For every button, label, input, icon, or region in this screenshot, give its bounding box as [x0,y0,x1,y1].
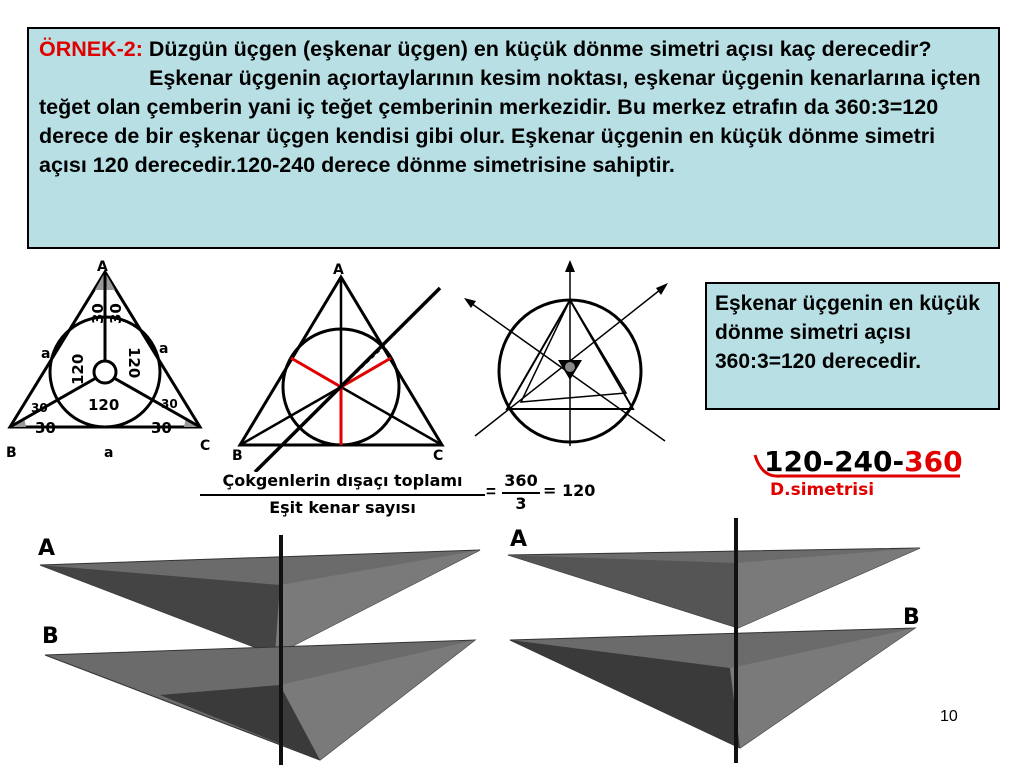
side-a-right: a [159,341,169,357]
sym-caption: D.simetrisi [770,480,875,500]
center-circle [94,361,116,383]
triangle-angles-figure [0,252,225,467]
angle-30-c1: 30 [161,397,178,411]
result: = 120 [543,481,596,500]
answer-text: Eşkenar üçgenin en küçük dönme simetri açısı 360:3=120 derecedir. [715,292,980,373]
angle-30-b1: 30 [31,401,48,415]
incircle-figure [228,252,458,472]
frac-num: 360 [504,471,538,490]
frac-den: 3 [515,494,527,513]
explanation-text: Eşkenar üçgenin açıortaylarının kesim noktası, eşkenar üçgenin kenarlarına içten teğet olan çemberin yani iç teğet çemberinin merkezidir. Bu merkez etrafın da 360:3=120 derece de bir eşkenar üçgen kendisi gibi olur. Eşkenar üçgenin en küçük dönme simetri açısı 120 derecedir.120-240 derece dönme simetrisine sahiptir. [39,66,981,177]
label-c: C [433,448,444,464]
angle-30-b2: 30 [35,419,56,437]
label-a: A [97,259,108,275]
label-b: B [42,624,59,649]
fraction-bar [200,494,485,496]
angle-120-left: 120 [69,353,87,385]
angle-120-bottom: 120 [88,396,120,414]
formula-denominator: Eşit kenar sayısı [269,498,416,517]
label-c: C [200,438,211,454]
label-a: A [333,262,344,278]
symmetry-label [750,440,990,500]
pyramids-right [500,518,940,763]
side-a-bottom: a [104,445,114,461]
label-b: B [903,605,920,630]
formula [200,471,610,521]
pyramids-left [30,525,490,765]
equals-sign: = [486,482,496,501]
angle-120-right: 120 [125,347,143,379]
radius-left [291,358,341,387]
rotation-figure [460,256,690,456]
arrow-up [565,260,575,272]
example-label: ÖRNEK-2: [39,37,143,61]
angle-30-c2: 30 [151,419,172,437]
bisector-c [341,387,442,445]
label-a: A [38,536,56,561]
angle-30-a2: 30 [107,303,125,324]
label-b: B [232,448,243,464]
center-dot [565,362,575,372]
arrow-left [464,298,476,308]
sym-numbers: 120-240-360 [764,445,963,478]
page-number: 10 [940,708,958,725]
side-a-left: a [41,346,51,362]
angle-30-a1: 30 [89,303,107,324]
question-text: Düzgün üçgen (eşkenar üçgen) en küçük dönme simetri açısı kaç derecedir? [142,37,932,61]
question-box [27,27,1000,249]
answer-box [705,282,1000,410]
formula-numerator: Çokgenlerin dışaçı toplamı [222,471,463,490]
label-b: B [6,445,17,461]
arrow-right [656,283,668,295]
label-a: A [510,527,528,552]
